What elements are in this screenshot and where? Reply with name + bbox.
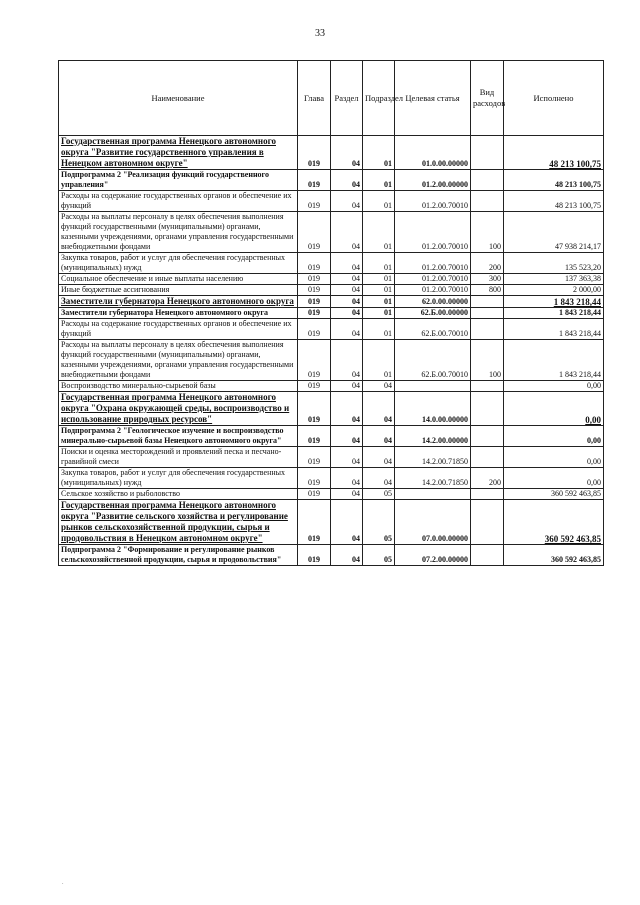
table-row	[59, 308, 604, 319]
cell-name: Сельское хозяйство и рыболовство	[59, 489, 298, 500]
cell-chapter: 019	[298, 426, 331, 447]
cell-section: 04	[331, 319, 363, 340]
header-type: Вид расходов	[471, 61, 504, 136]
cell-section: 04	[331, 381, 363, 392]
cell-type	[471, 489, 504, 500]
cell-type: 200	[471, 253, 504, 274]
cell-section: 04	[331, 308, 363, 319]
cell-executed: 137 363,38	[504, 274, 604, 285]
cell-target: 62.Б.00.70010	[395, 340, 471, 381]
table-row	[59, 545, 604, 566]
header-target: Целевая статья	[395, 61, 471, 136]
cell-executed: 47 938 214,17	[504, 212, 604, 253]
cell-name: Закупка товаров, работ и услуг для обеспечения государственных (муниципальных) нужд	[59, 253, 298, 274]
page-number: 33	[315, 28, 325, 39]
cell-type	[471, 392, 504, 426]
cell-section: 04	[331, 170, 363, 191]
cell-target	[395, 489, 471, 500]
cell-type	[471, 319, 504, 340]
table-row	[59, 468, 604, 489]
cell-type	[471, 191, 504, 212]
cell-type	[471, 447, 504, 468]
cell-chapter: 019	[298, 285, 331, 296]
cell-subsection: 01	[363, 136, 395, 170]
table-row	[59, 285, 604, 296]
cell-subsection: 04	[363, 392, 395, 426]
cell-chapter: 019	[298, 274, 331, 285]
cell-chapter: 019	[298, 392, 331, 426]
cell-executed: 0,00	[504, 381, 604, 392]
cell-chapter: 019	[298, 308, 331, 319]
cell-name: Расходы на выплаты персоналу в целях обеспечения выполнения функций государственными (муниципальными) органами, казенными учреждениями, органами управления государственными внебюджетными фондами	[59, 340, 298, 381]
cell-target: 01.2.00.70010	[395, 191, 471, 212]
table-row	[59, 296, 604, 308]
cell-type	[471, 308, 504, 319]
cell-name: Поиски и оценка месторождений и проявлений песка и песчано-гравийной смеси	[59, 447, 298, 468]
cell-name: Государственная программа Ненецкого автономного округа "Развитие государственного управления в Ненецком автономном округе"	[59, 136, 298, 170]
table-row	[59, 392, 604, 426]
cell-chapter: 019	[298, 545, 331, 566]
cell-type: 200	[471, 468, 504, 489]
cell-name: Воспроизводство минерально-сырьевой базы	[59, 381, 298, 392]
table-row	[59, 253, 604, 274]
cell-section: 04	[331, 191, 363, 212]
cell-target: 01.2.00.70010	[395, 212, 471, 253]
cell-section: 04	[331, 489, 363, 500]
cell-section: 04	[331, 274, 363, 285]
table-row	[59, 447, 604, 468]
cell-chapter: 019	[298, 319, 331, 340]
cell-type	[471, 426, 504, 447]
cell-type: 100	[471, 212, 504, 253]
cell-type: 100	[471, 340, 504, 381]
cell-section: 04	[331, 285, 363, 296]
cell-chapter: 019	[298, 191, 331, 212]
cell-type	[471, 500, 504, 545]
table-row	[59, 212, 604, 253]
cell-section: 04	[331, 447, 363, 468]
cell-executed: 360 592 463,85	[504, 500, 604, 545]
cell-target: 01.0.00.00000	[395, 136, 471, 170]
cell-subsection: 01	[363, 191, 395, 212]
cell-target: 14.2.00.71850	[395, 447, 471, 468]
expenditure-table	[58, 60, 604, 566]
cell-subsection: 01	[363, 212, 395, 253]
table-row	[59, 381, 604, 392]
cell-name: Заместители губернатора Ненецкого автономного округа	[59, 308, 298, 319]
cell-chapter: 019	[298, 489, 331, 500]
cell-section: 04	[331, 500, 363, 545]
cell-section: 04	[331, 253, 363, 274]
table-row	[59, 170, 604, 191]
cell-executed: 0,00	[504, 447, 604, 468]
cell-chapter: 019	[298, 296, 331, 308]
cell-executed: 0,00	[504, 426, 604, 447]
cell-name: Расходы на содержание государственных органов и обеспечение их функций	[59, 191, 298, 212]
cell-chapter: 019	[298, 468, 331, 489]
cell-name: Государственная программа Ненецкого автономного округа "Охрана окружающей среды, воспроизводство и использование природных ресурсов"	[59, 392, 298, 426]
cell-target: 14.2.00.71850	[395, 468, 471, 489]
table-row	[59, 340, 604, 381]
cell-subsection: 04	[363, 426, 395, 447]
cell-target: 01.2.00.70010	[395, 274, 471, 285]
cell-chapter: 019	[298, 170, 331, 191]
cell-subsection: 05	[363, 545, 395, 566]
table-header-row	[59, 61, 604, 136]
header-name: Наименование	[59, 61, 298, 136]
cell-subsection: 01	[363, 319, 395, 340]
cell-section: 04	[331, 426, 363, 447]
header-section: Раздел	[331, 61, 363, 136]
cell-target: 62.Б.00.00000	[395, 308, 471, 319]
cell-target	[395, 381, 471, 392]
cell-section: 04	[331, 392, 363, 426]
cell-name: Подпрограмма 2 "Формирование и регулирование рынков сельскохозяйственной продукции, сырья и продовольствия"	[59, 545, 298, 566]
cell-name: Расходы на выплаты персоналу в целях обеспечения выполнения функций государственными (муниципальными) органами, казенными учреждениями, органами управления государственными внебюджетными фондами	[59, 212, 298, 253]
cell-executed: 48 213 100,75	[504, 191, 604, 212]
cell-target: 01.2.00.00000	[395, 170, 471, 191]
cell-section: 04	[331, 212, 363, 253]
cell-subsection: 04	[363, 447, 395, 468]
cell-subsection: 01	[363, 253, 395, 274]
cell-name: Заместители губернатора Ненецкого автономного округа	[59, 296, 298, 308]
cell-type	[471, 136, 504, 170]
header-subsection: Подраздел	[363, 61, 395, 136]
cell-name: Подпрограмма 2 "Геологическое изучение и воспроизводство минерально-сырьевой базы Ненецкого автономного округа"	[59, 426, 298, 447]
table-row	[59, 489, 604, 500]
cell-executed: 360 592 463,85	[504, 545, 604, 566]
cell-subsection: 04	[363, 468, 395, 489]
table-row	[59, 191, 604, 212]
cell-target: 07.2.00.00000	[395, 545, 471, 566]
cell-name: Государственная программа Ненецкого автономного округа "Развитие сельского хозяйства и регулирование рынков сельскохозяйственной продукции, сырья и продовольствия в Ненецком автономном округе"	[59, 500, 298, 545]
cell-target: 07.0.00.00000	[395, 500, 471, 545]
cell-subsection: 04	[363, 381, 395, 392]
cell-section: 04	[331, 136, 363, 170]
cell-chapter: 019	[298, 340, 331, 381]
cell-target: 62.0.00.00000	[395, 296, 471, 308]
cell-executed: 1 843 218,44	[504, 296, 604, 308]
cell-subsection: 05	[363, 489, 395, 500]
cell-section: 04	[331, 340, 363, 381]
table-row	[59, 426, 604, 447]
cell-executed: 48 213 100,75	[504, 170, 604, 191]
cell-chapter: 019	[298, 253, 331, 274]
cell-executed: 135 523,20	[504, 253, 604, 274]
cell-target: 14.0.00.00000	[395, 392, 471, 426]
cell-section: 04	[331, 545, 363, 566]
cell-type	[471, 170, 504, 191]
header-executed: Исполнено	[504, 61, 604, 136]
cell-executed: 0,00	[504, 468, 604, 489]
cell-executed: 0,00	[504, 392, 604, 426]
cell-subsection: 01	[363, 274, 395, 285]
cell-executed: 48 213 100,75	[504, 136, 604, 170]
cell-subsection: 01	[363, 296, 395, 308]
cell-executed: 2 000,00	[504, 285, 604, 296]
scan-mark: .	[62, 880, 64, 886]
cell-target: 14.2.00.00000	[395, 426, 471, 447]
cell-chapter: 019	[298, 136, 331, 170]
cell-executed: 1 843 218,44	[504, 340, 604, 381]
cell-target: 62.Б.00.70010	[395, 319, 471, 340]
cell-name: Закупка товаров, работ и услуг для обеспечения государственных (муниципальных) нужд	[59, 468, 298, 489]
cell-name: Подпрограмма 2 "Реализация функций государственного управления"	[59, 170, 298, 191]
cell-section: 04	[331, 296, 363, 308]
cell-target: 01.2.00.70010	[395, 285, 471, 296]
cell-section: 04	[331, 468, 363, 489]
cell-chapter: 019	[298, 381, 331, 392]
cell-subsection: 01	[363, 285, 395, 296]
cell-subsection: 01	[363, 340, 395, 381]
cell-name: Расходы на содержание государственных органов и обеспечение их функций	[59, 319, 298, 340]
cell-name: Иные бюджетные ассигнования	[59, 285, 298, 296]
cell-subsection: 05	[363, 500, 395, 545]
cell-chapter: 019	[298, 447, 331, 468]
header-chapter: Глава	[298, 61, 331, 136]
cell-target: 01.2.00.70010	[395, 253, 471, 274]
cell-subsection: 01	[363, 308, 395, 319]
cell-chapter: 019	[298, 500, 331, 545]
cell-chapter: 019	[298, 212, 331, 253]
table-row	[59, 319, 604, 340]
cell-subsection: 01	[363, 170, 395, 191]
table-row	[59, 274, 604, 285]
cell-type: 300	[471, 274, 504, 285]
table-row	[59, 136, 604, 170]
cell-type	[471, 296, 504, 308]
cell-type	[471, 545, 504, 566]
table-row	[59, 500, 604, 545]
cell-executed: 360 592 463,85	[504, 489, 604, 500]
cell-name: Социальное обеспечение и иные выплаты населению	[59, 274, 298, 285]
cell-executed: 1 843 218,44	[504, 319, 604, 340]
table-body	[59, 136, 604, 566]
cell-executed: 1 843 218,44	[504, 308, 604, 319]
cell-type: 800	[471, 285, 504, 296]
cell-type	[471, 381, 504, 392]
